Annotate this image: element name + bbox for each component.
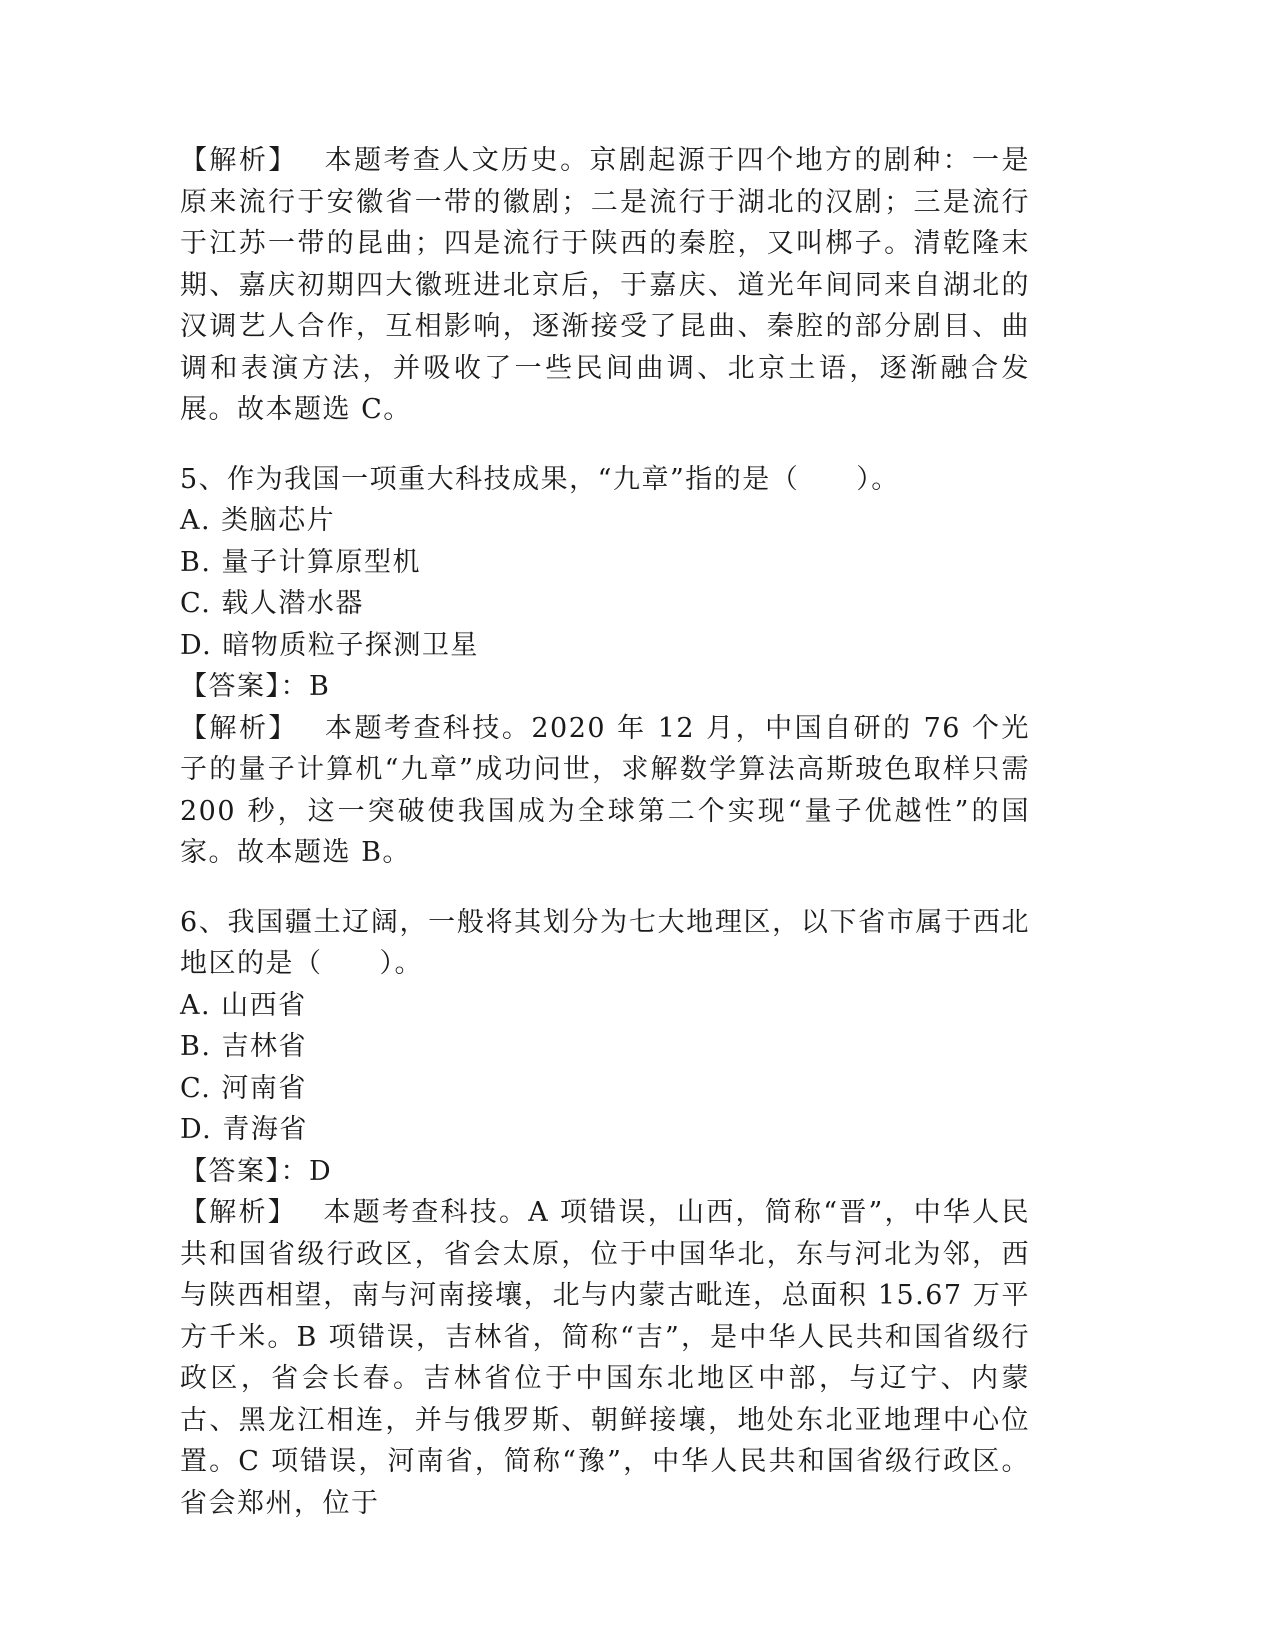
q6-option-b: B. 吉林省: [180, 1031, 308, 1062]
q6-option-d: D. 青海省: [180, 1114, 308, 1145]
q6-option-c: C. 河南省: [180, 1072, 307, 1104]
q5-question: 5、作为我国一项重大科技成果，“九章”指的是（ ）。: [180, 463, 900, 495]
q6-answer: 【答案】：D: [180, 1155, 333, 1187]
spacer: [180, 874, 1030, 902]
spacer: [180, 431, 1030, 459]
q6-question: 6、我国疆土辽阔，一般将其划分为七大地理区，以下省市属于西北地区的是（ ）。: [180, 906, 1030, 979]
q5-option-a: A. 类脑芯片: [180, 505, 336, 536]
q4-analysis: 【解析】 本题考查人文历史。京剧起源于四个地方的剧种：一是原来流行于安徽省一带的徽剧；二是流行于湖北的汉剧；三是流行于江苏一带的昆曲；四是流行于陕西的秦腔，又叫梆子。清乾隆末期、嘉庆初期四大徽班进北京后，于嘉庆、道光年间同来自湖北的汉调艺人合作，互相影响，逐渐接受了昆曲、秦腔的部分剧目、曲调和表演方法，并吸收了一些民间曲调、北京土语，逐渐融合发展。故本题选 C。: [180, 145, 1030, 425]
q6-option-a: A. 山西省: [180, 989, 307, 1021]
q6-analysis: 【解析】 本题考查科技。A 项错误，山西，简称“晋”，中华人民共和国省级行政区，省会太原，位于中国华北，东与河北为邻，西与陕西相望，南与河南接壤，北与内蒙古毗连，总面积 15.67 万平方千米。B 项错误，吉林省，简称“吉”，是中华人民共和国省级行政区，省会长春。吉林省位于中国东北地区中部，与辽宁、内蒙古、黑龙江相连，并与俄罗斯、朝鲜接壤，地处东北亚地理中心位置。C 项错误，河南省，简称“豫”，中华人民共和国省级行政区。省会郑州，位于: [180, 1197, 1030, 1519]
q5-option-b: B. 量子计算原型机: [180, 546, 422, 578]
q5-answer: 【答案】：B: [180, 671, 331, 702]
q5-option-c: C. 载人潜水器: [180, 588, 364, 619]
document-page: [180, 140, 1041, 1524]
q5-analysis: 【解析】 本题考查科技。2020 年 12 月，中国自研的 76 个光子的量子计算机“九章”成功问世，求解数学算法高斯玻色取样只需 200 秒，这一突破使我国成为全球第二个实现“量子优越性”的国家。故本题选 B。: [180, 712, 1041, 868]
q5-option-d: D. 暗物质粒子探测卫星: [180, 629, 479, 661]
